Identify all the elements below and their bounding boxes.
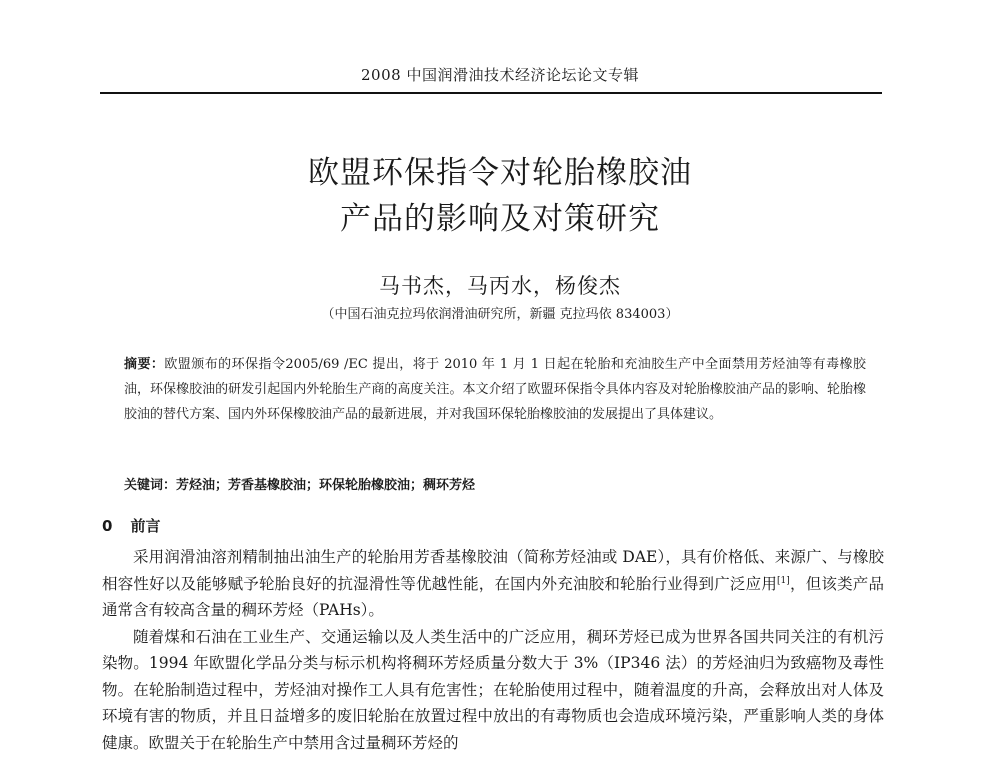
- paragraph-1: [102, 544, 884, 624]
- paragraph-1-text: 采用润滑油溶剂精制抽出油生产的轮胎用芳香基橡胶油（简称芳烃油或 DAE），具有价格低、来源广、与橡胶相容性好以及能够赋予轮胎良好的抗湿滑性等优越性能，在国内外充油胶和轮胎行业得到广泛应用: [102, 548, 884, 593]
- journal-header: 2008 中国润滑油技术经济论坛论文专辑: [361, 66, 639, 84]
- abstract: [124, 352, 866, 427]
- keywords-text: 芳烃油；芳香基橡胶油；环保轮胎橡胶油；稠环芳烃: [176, 478, 476, 493]
- section-number: 0: [102, 517, 113, 535]
- abstract-text: 欧盟颁布的环保指令2005/69 /EC 提出，将于 2010 年 1 月 1 日起在轮胎和充油胶生产中全面禁用芳烃油等有毒橡胶油，环保橡胶油的研发引起国内外轮胎生产商的高度关注。本文介绍了欧盟环保指令具体内容及对轮胎橡胶油产品的影响、轮胎橡胶油的替代方案、国内外环保橡胶油产品的最新进展，并对我国环保轮胎橡胶油的发展提出了具体建议。: [124, 357, 866, 422]
- section-title: 前言: [130, 517, 161, 535]
- section-heading: [102, 515, 160, 536]
- affiliation: （中国石油克拉玛依润滑油研究所，新疆 克拉玛依 834003）: [321, 307, 679, 322]
- paragraph-1-tail: ，但该类产品通常含有较高含量的稠环芳烃（PAHs）。: [102, 574, 884, 619]
- header-rule: [100, 92, 882, 94]
- paragraph-2: 随着煤和石油在工业生产、交通运输以及人类生活中的广泛应用，稠环芳烃已成为世界各国共同关注的有机污染物。1994 年欧盟化学品分类与标示机构将稠环芳烃质量分数大于 3%（IP346 法）的芳烃油归为致癌物及毒性物。在轮胎制造过程中，芳烃油对操作工人具有危害性；在轮胎使用过程中，随着温度的升高，会释放出对人体及环境有害的物质，并且日益增多的废旧轮胎在放置过程中放出的有毒物质也会造成环境污染，严重影响人类的身体健康。欧盟关于在轮胎生产中禁用含过量稠环芳烃的: [102, 627, 884, 752]
- body-text: [102, 544, 884, 756]
- keywords: [124, 474, 866, 493]
- abstract-label: 摘要：: [124, 357, 165, 372]
- paper-title: [0, 150, 1000, 242]
- citation-ref: [1]: [777, 575, 790, 586]
- title-line-1: 欧盟环保指令对轮胎橡胶油: [308, 155, 692, 191]
- keywords-label: 关键词：: [124, 478, 177, 493]
- title-line-2: 产品的影响及对策研究: [340, 201, 660, 237]
- authors: 马书杰，马丙水，杨俊杰: [379, 274, 621, 298]
